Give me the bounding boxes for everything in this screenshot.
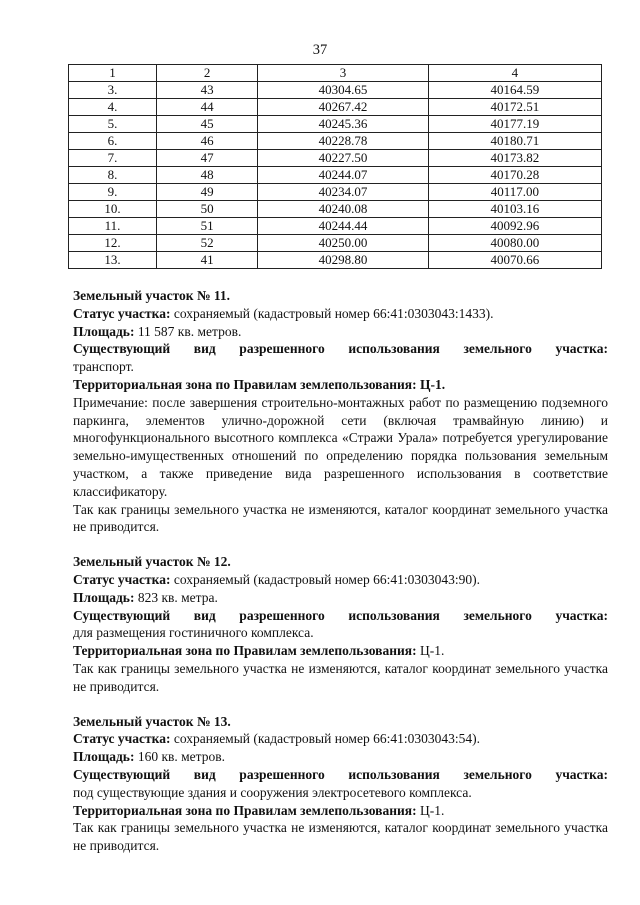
header-cell: 4	[428, 65, 601, 82]
table-cell: 40103.16	[428, 201, 601, 218]
use-label: Существующий вид разрешенного использования земельного участка:	[73, 766, 608, 782]
closing-text: Так как границы земельного участка не изменяются, каталог координат земельного участка не приводится.	[73, 501, 608, 535]
table-cell: 40227.50	[258, 150, 429, 167]
note-text: Примечание: после завершения строительно-монтажных работ по размещению подземного паркинга, элементов улично-дорожной сети (включая трамвайную линию) и многофункционального высотного комплекса «Стражи Урала» потребуется урегулирование земельно-имущественных отношений по определению порядка пользования земельным участком, а также приведение вида разрешенного использования в соответствие классификатору.	[73, 394, 608, 499]
status-value: сохраняемый (кадастровый номер 66:41:0303043:1433).	[170, 305, 494, 321]
table-cell: 6.	[69, 133, 157, 150]
table-header-row	[69, 65, 602, 82]
zone-label: Территориальная зона по Правилам землепользования:	[73, 643, 417, 659]
table-cell: 40250.00	[258, 235, 429, 252]
table-cell: 40170.28	[428, 167, 601, 184]
table-row	[69, 116, 602, 133]
table-row	[69, 82, 602, 99]
area-value: 11 587 кв. метров.	[134, 323, 242, 339]
table-cell: 7.	[69, 150, 157, 167]
table-cell: 40304.65	[258, 82, 429, 99]
table-cell: 40234.07	[258, 184, 429, 201]
zone-value: Ц-1.	[416, 802, 445, 818]
table-cell: 43	[156, 82, 257, 99]
table-row	[69, 167, 602, 184]
table-cell: 40267.42	[258, 99, 429, 116]
table-cell: 44	[156, 99, 257, 116]
header-cell: 1	[69, 65, 157, 82]
table-cell: 47	[156, 150, 257, 167]
table-cell: 3.	[69, 82, 157, 99]
page-number: 37	[312, 42, 328, 58]
table-cell: 40240.08	[258, 201, 429, 218]
status-label: Статус участка:	[73, 305, 171, 321]
table-row	[69, 184, 602, 201]
table-cell: 49	[156, 184, 257, 201]
table-cell: 41	[156, 252, 257, 269]
section-plot-12	[73, 553, 608, 695]
table-cell: 13.	[69, 252, 157, 269]
table-cell: 40244.07	[258, 167, 429, 184]
header-cell: 2	[156, 65, 257, 82]
section-plot-11	[73, 287, 608, 536]
table-cell: 12.	[69, 235, 157, 252]
use-value: под существующие здания и сооружения электросетевого комплекса.	[73, 784, 472, 800]
table-cell: 40080.00	[428, 235, 601, 252]
area-value: 160 кв. метров.	[134, 749, 225, 765]
table-cell: 40172.51	[428, 99, 601, 116]
area-label: Площадь:	[73, 589, 135, 605]
table-cell: 45	[156, 116, 257, 133]
table-cell: 40164.59	[428, 82, 601, 99]
table-cell: 40298.80	[258, 252, 429, 269]
status-label: Статус участка:	[73, 731, 171, 747]
zone-value: Ц-1.	[416, 376, 446, 392]
area-label: Площадь:	[73, 323, 135, 339]
table-cell: 50	[156, 201, 257, 218]
closing-text: Так как границы земельного участка не изменяются, каталог координат земельного участка не приводится.	[73, 820, 608, 854]
section-title: Земельный участок № 12.	[73, 554, 231, 570]
table-cell: 40244.44	[258, 218, 429, 235]
use-value: для размещения гостиничного комплекса.	[73, 625, 314, 641]
table-row	[69, 133, 602, 150]
table-cell: 40173.82	[428, 150, 601, 167]
table-cell: 48	[156, 167, 257, 184]
table-cell: 40092.96	[428, 218, 601, 235]
table-row	[69, 150, 602, 167]
document-body	[73, 287, 608, 872]
zone-label: Территориальная зона по Правилам землепользования:	[73, 802, 417, 818]
section-title: Земельный участок № 13.	[73, 713, 231, 729]
use-value: транспорт.	[73, 359, 134, 375]
table-cell: 4.	[69, 99, 157, 116]
table-cell: 5.	[69, 116, 157, 133]
status-label: Статус участка:	[73, 571, 171, 587]
table-cell: 40180.71	[428, 133, 601, 150]
table-row	[69, 218, 602, 235]
header-cell: 3	[258, 65, 429, 82]
use-label: Существующий вид разрешенного использования земельного участка:	[73, 607, 608, 623]
table-cell: 46	[156, 133, 257, 150]
use-label: Существующий вид разрешенного использования земельного участка:	[73, 341, 608, 357]
status-value: сохраняемый (кадастровый номер 66:41:0303043:90).	[170, 571, 480, 587]
coordinates-table	[68, 64, 602, 269]
table-cell: 51	[156, 218, 257, 235]
table-cell: 8.	[69, 167, 157, 184]
area-label: Площадь:	[73, 749, 135, 765]
table-cell: 40177.19	[428, 116, 601, 133]
closing-text: Так как границы земельного участка не изменяются, каталог координат земельного участка не приводится.	[73, 660, 608, 694]
table-cell: 10.	[69, 201, 157, 218]
table-cell: 40070.66	[428, 252, 601, 269]
table-row	[69, 252, 602, 269]
table-cell: 40228.78	[258, 133, 429, 150]
area-value: 823 кв. метра.	[134, 589, 218, 605]
table-row	[69, 201, 602, 218]
table-cell: 52	[156, 235, 257, 252]
status-value: сохраняемый (кадастровый номер 66:41:0303043:54).	[170, 731, 480, 747]
section-plot-13	[73, 713, 608, 855]
zone-value: Ц-1.	[416, 643, 445, 659]
table-cell: 9.	[69, 184, 157, 201]
section-title: Земельный участок № 11.	[73, 288, 231, 303]
table-cell: 40245.36	[258, 116, 429, 133]
table-cell: 11.	[69, 218, 157, 235]
zone-label: Территориальная зона по Правилам землепользования:	[73, 376, 417, 392]
table-row	[69, 235, 602, 252]
table-row	[69, 99, 602, 116]
table-cell: 40117.00	[428, 184, 601, 201]
